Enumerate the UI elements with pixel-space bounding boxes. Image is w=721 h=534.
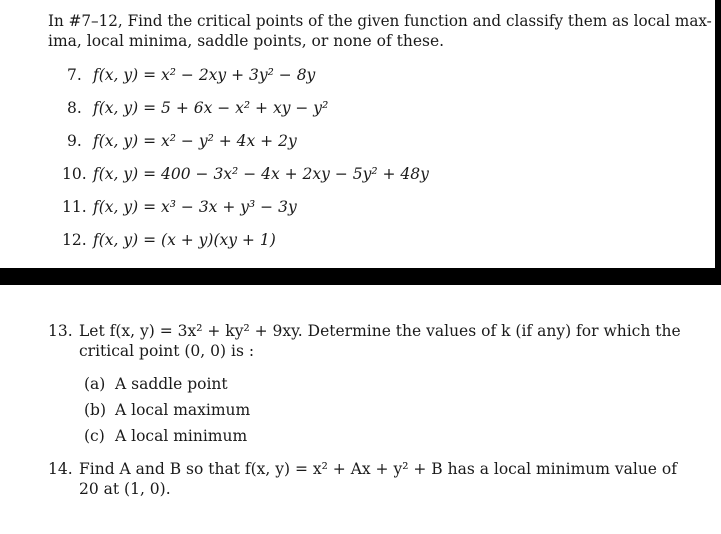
problem-number: 7. [67, 66, 82, 84]
problem-14-text: Find A and B so that f(x, y) = x² + Ax + y² + B has a local minimum value of [79, 460, 677, 478]
option-label: (b) [84, 401, 107, 419]
problem-number: 11. [62, 198, 87, 216]
problem-8 [67, 98, 328, 118]
problem-number: 12. [62, 231, 87, 249]
problem-13-line-1 [48, 321, 681, 341]
problem-expression: f(x, y) = 5 + 6x − x² + xy − y² [93, 99, 329, 117]
problem-expression: f(x, y) = x² − 2xy + 3y² − 8y [93, 66, 316, 84]
option-b [84, 400, 250, 420]
problem-12 [62, 230, 276, 250]
problem-number: 13. [48, 322, 73, 340]
worksheet-panel-top [0, 0, 715, 268]
option-text: A local maximum [115, 401, 251, 419]
problem-expression: f(x, y) = (x + y)(xy + 1) [93, 231, 276, 249]
problem-13-text: Let f(x, y) = 3x² + ky² + 9xy. Determine the values of k (if any) for which the [79, 322, 681, 340]
problem-14-line-1 [48, 459, 677, 479]
problem-expression: f(x, y) = x³ − 3x + y³ − 3y [93, 198, 297, 216]
problem-10 [62, 164, 429, 184]
problem-expression: f(x, y) = 400 − 3x² − 4x + 2xy − 5y² + 48y [93, 165, 429, 183]
problem-9 [67, 131, 297, 151]
problem-number: 14. [48, 460, 73, 478]
intro-line-1: In #7–12, Find the critical points of the given function and classify them as local max- [48, 12, 712, 30]
problem-number: 10. [62, 165, 87, 183]
problem-number: 8. [67, 99, 82, 117]
option-label: (a) [84, 375, 106, 393]
option-text: A local minimum [115, 427, 248, 445]
option-text: A saddle point [115, 375, 228, 393]
problem-expression: f(x, y) = x² − y² + 4x + 2y [93, 132, 297, 150]
option-a [84, 374, 228, 394]
intro-line-2: ima, local minima, saddle points, or none of these. [48, 32, 445, 50]
problem-number: 9. [67, 132, 82, 150]
problem-13-line-2: critical point (0, 0) is : [79, 342, 255, 360]
option-c [84, 426, 247, 446]
option-label: (c) [84, 427, 105, 445]
problem-14-line-2: 20 at (1, 0). [79, 480, 171, 498]
worksheet-panel-bottom [0, 285, 721, 534]
problem-7 [67, 65, 315, 85]
problem-11 [62, 197, 297, 217]
